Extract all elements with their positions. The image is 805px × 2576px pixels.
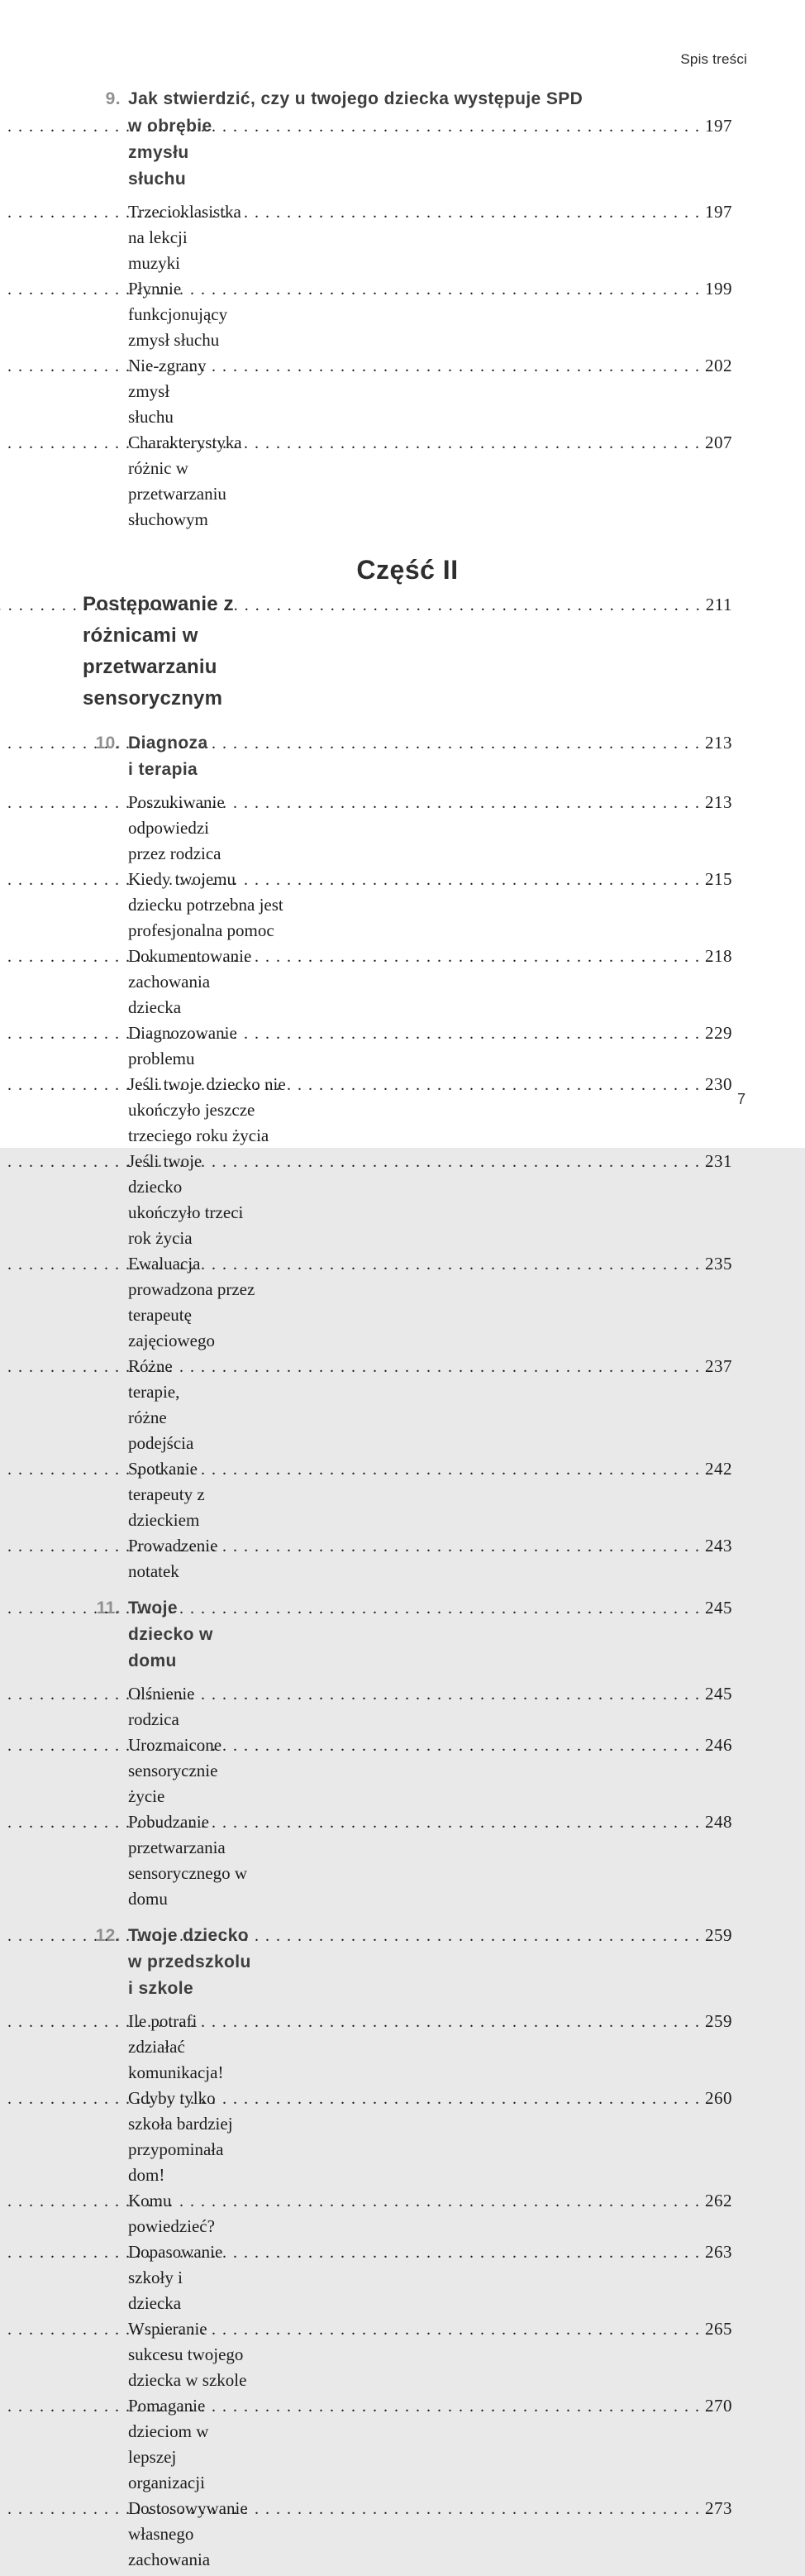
dot-leader bbox=[225, 1534, 699, 1560]
page-number: 262 bbox=[705, 2191, 732, 2210]
page-number: 263 bbox=[705, 2242, 732, 2262]
chapter-title-row bbox=[83, 1594, 732, 1675]
chapter-entry-11 bbox=[83, 1594, 732, 1912]
dot-leader bbox=[222, 1595, 699, 1622]
section-title: Dopasowanie szkoły i dziecka bbox=[128, 2242, 223, 2313]
section-title: Wspieranie sukcesu twojego dziecka w szkole bbox=[128, 2319, 247, 2390]
section-title: Komu powiedzieć? bbox=[128, 2191, 215, 2236]
section-row bbox=[83, 2009, 732, 2086]
section-row bbox=[83, 199, 732, 276]
part-label: Część II bbox=[356, 555, 459, 585]
page-number: 265 bbox=[705, 2319, 732, 2339]
page-number: 231 bbox=[705, 1151, 732, 1171]
dot-leader bbox=[236, 2010, 699, 2035]
section-title: Nie-zgrany zmysł słuchu bbox=[128, 356, 207, 427]
page-number: 207 bbox=[705, 433, 732, 452]
dot-leader bbox=[266, 2317, 699, 2343]
section-title: Jeśli twoje dziecko ukończyło trzeci rok życia bbox=[128, 1151, 244, 1248]
dot-leader bbox=[243, 277, 699, 303]
page-number: 215 bbox=[705, 869, 732, 889]
chapter-title-row-continued bbox=[83, 112, 732, 193]
section-title: Urozmaicone sensorycznie życie bbox=[128, 1735, 222, 1806]
page-number: 273 bbox=[705, 2498, 732, 2518]
dot-leader bbox=[245, 1021, 699, 1047]
toc-content bbox=[83, 86, 732, 2576]
chapter-title: Twoje dziecko w przedszkolu i szkole bbox=[128, 1926, 251, 1998]
dot-leader bbox=[222, 2189, 699, 2215]
dot-leader bbox=[255, 2497, 699, 2522]
chapter-title-row bbox=[83, 729, 732, 783]
dot-leader bbox=[216, 730, 699, 757]
section-row bbox=[83, 1072, 732, 1149]
chapter-title: Jak stwierdzić, czy u twojego dziecka występuje SPD bbox=[128, 89, 584, 108]
section-list bbox=[83, 790, 732, 1584]
chapter-number: 11. bbox=[96, 1599, 121, 1618]
dot-leader bbox=[252, 791, 699, 816]
section-row bbox=[83, 1354, 732, 1456]
section-title: Ewaluacja prowadzona przez terapeutę zajęciowego bbox=[128, 1254, 255, 1350]
page-number: 202 bbox=[705, 356, 732, 375]
page-number: 270 bbox=[705, 2396, 732, 2416]
page-number: 230 bbox=[705, 1074, 732, 1094]
section-title: Diagnozowanie problemu bbox=[128, 1023, 237, 1068]
dot-leader bbox=[229, 113, 699, 140]
section-title: Różne terapie, różne podejścia bbox=[128, 1356, 194, 1453]
chapter-entry-12 bbox=[83, 1922, 732, 2573]
section-row bbox=[83, 1681, 732, 1732]
dot-leader bbox=[298, 1073, 699, 1098]
section-row bbox=[83, 790, 732, 867]
section-row bbox=[83, 2496, 732, 2573]
part-title: Postępowanie z różnicami w przetwarzaniu sensorycznym bbox=[83, 593, 234, 710]
chapter-number: 9. bbox=[105, 89, 121, 108]
chapter-entry-10 bbox=[83, 729, 732, 1584]
dot-leader bbox=[274, 1810, 699, 1836]
page-number: 197 bbox=[705, 116, 732, 136]
dot-leader bbox=[294, 867, 699, 893]
page-number: 218 bbox=[705, 946, 732, 966]
section-row bbox=[83, 944, 732, 1020]
chapter-number: 12. bbox=[95, 1926, 121, 1945]
part-heading-block bbox=[83, 552, 732, 714]
chapter-title: Twoje dziecko w domu bbox=[128, 1599, 213, 1670]
section-title: Spotkanie terapeuty z dzieckiem bbox=[128, 1459, 205, 1530]
section-title: Olśnienie rodzica bbox=[128, 1684, 195, 1729]
section-row bbox=[83, 1456, 732, 1533]
page-number: 243 bbox=[705, 1536, 732, 1556]
page-number: 245 bbox=[705, 1598, 732, 1618]
section-row bbox=[83, 1732, 732, 1809]
dot-leader bbox=[230, 2240, 699, 2266]
section-row bbox=[83, 430, 732, 533]
section-title: Pobudzanie przetwarzania sensorycznego w domu bbox=[128, 1812, 248, 1909]
section-title: Kiedy twojemu dziecku potrzebna jest profesjonalna pomoc bbox=[128, 869, 283, 940]
section-row bbox=[83, 2316, 732, 2393]
section-title: Charakterystyka różnic w przetwarzaniu słuchowym bbox=[128, 433, 242, 529]
dot-leader bbox=[214, 354, 699, 380]
page-number: 229 bbox=[705, 1023, 732, 1043]
chapter-entry-9 bbox=[83, 86, 732, 533]
chapter-number: 10. bbox=[95, 734, 121, 753]
section-row bbox=[83, 2239, 732, 2316]
section-title: Dostosowywanie własnego zachowania bbox=[128, 2498, 248, 2569]
section-row bbox=[83, 1809, 732, 1912]
dot-leader bbox=[265, 1923, 699, 1949]
section-title: Gdyby tylko szkoła bardziej przypominała dom! bbox=[128, 2088, 233, 2185]
page-number: 260 bbox=[705, 2088, 732, 2108]
section-title: Jeśli twoje dziecko nie ukończyło jeszcze trzeciego roku życia bbox=[128, 1074, 286, 1145]
running-header: Spis treści bbox=[680, 51, 747, 67]
page-number: 245 bbox=[705, 1684, 732, 1704]
dot-leader bbox=[234, 1457, 699, 1483]
chapter-title: Diagnoza i terapia bbox=[128, 734, 208, 779]
page-number: 242 bbox=[705, 1459, 732, 1479]
dot-leader bbox=[249, 200, 699, 226]
dot-leader bbox=[265, 1149, 699, 1175]
dot-leader bbox=[229, 1355, 699, 1380]
folio-page-number: 7 bbox=[736, 1091, 745, 1107]
page-number: 235 bbox=[705, 1254, 732, 1274]
section-list bbox=[83, 2009, 732, 2573]
section-row bbox=[83, 2393, 732, 2496]
section-row bbox=[83, 353, 732, 430]
page-number: 248 bbox=[705, 1812, 732, 1832]
page-number: 237 bbox=[705, 1356, 732, 1376]
chapter-title-line2: w obrębie zmysłu słuchu bbox=[128, 117, 212, 189]
chapter-title-row bbox=[83, 1922, 732, 2002]
section-row bbox=[83, 1149, 732, 1251]
section-row bbox=[83, 867, 732, 944]
page-number: 211 bbox=[705, 595, 732, 614]
page-number: 246 bbox=[705, 1735, 732, 1755]
section-title: Prowadzenie notatek bbox=[128, 1536, 218, 1581]
section-title: Ile potrafi zdziałać komunikacja! bbox=[128, 2011, 224, 2082]
dot-leader bbox=[279, 431, 699, 456]
section-title: Płynnie funkcjonujący zmysł słuchu bbox=[128, 279, 228, 350]
section-title: Poszukiwanie odpowiedzi przez rodzica bbox=[128, 792, 225, 863]
page-number: 213 bbox=[705, 733, 732, 753]
page-number: 259 bbox=[705, 2011, 732, 2031]
section-row bbox=[83, 1251, 732, 1354]
section-title: Pomaganie dzieciom w lepszej organizacji bbox=[128, 2396, 209, 2492]
dot-leader bbox=[258, 2394, 699, 2420]
section-row bbox=[83, 2188, 732, 2239]
dot-leader bbox=[202, 1682, 699, 1708]
page-number: 199 bbox=[705, 279, 732, 299]
dot-leader bbox=[235, 1733, 699, 1759]
chapter-title-row bbox=[83, 86, 732, 112]
section-list bbox=[83, 199, 732, 533]
section-list bbox=[83, 1681, 732, 1912]
dot-leader bbox=[279, 1252, 699, 1278]
section-title: Dokumentowanie zachowania dziecka bbox=[128, 946, 252, 1017]
dot-leader bbox=[271, 2086, 699, 2112]
section-row bbox=[83, 276, 732, 353]
section-row bbox=[83, 2086, 732, 2188]
section-row bbox=[83, 1533, 732, 1584]
page-number: 259 bbox=[705, 1925, 732, 1945]
page-number: 213 bbox=[705, 792, 732, 812]
dot-leader bbox=[299, 590, 700, 621]
section-title: Trzecioklasistka na lekcji muzyki bbox=[128, 202, 241, 273]
page-number: 197 bbox=[705, 202, 732, 222]
dot-leader bbox=[259, 944, 699, 970]
part-title-row bbox=[83, 589, 732, 714]
section-row bbox=[83, 1020, 732, 1072]
